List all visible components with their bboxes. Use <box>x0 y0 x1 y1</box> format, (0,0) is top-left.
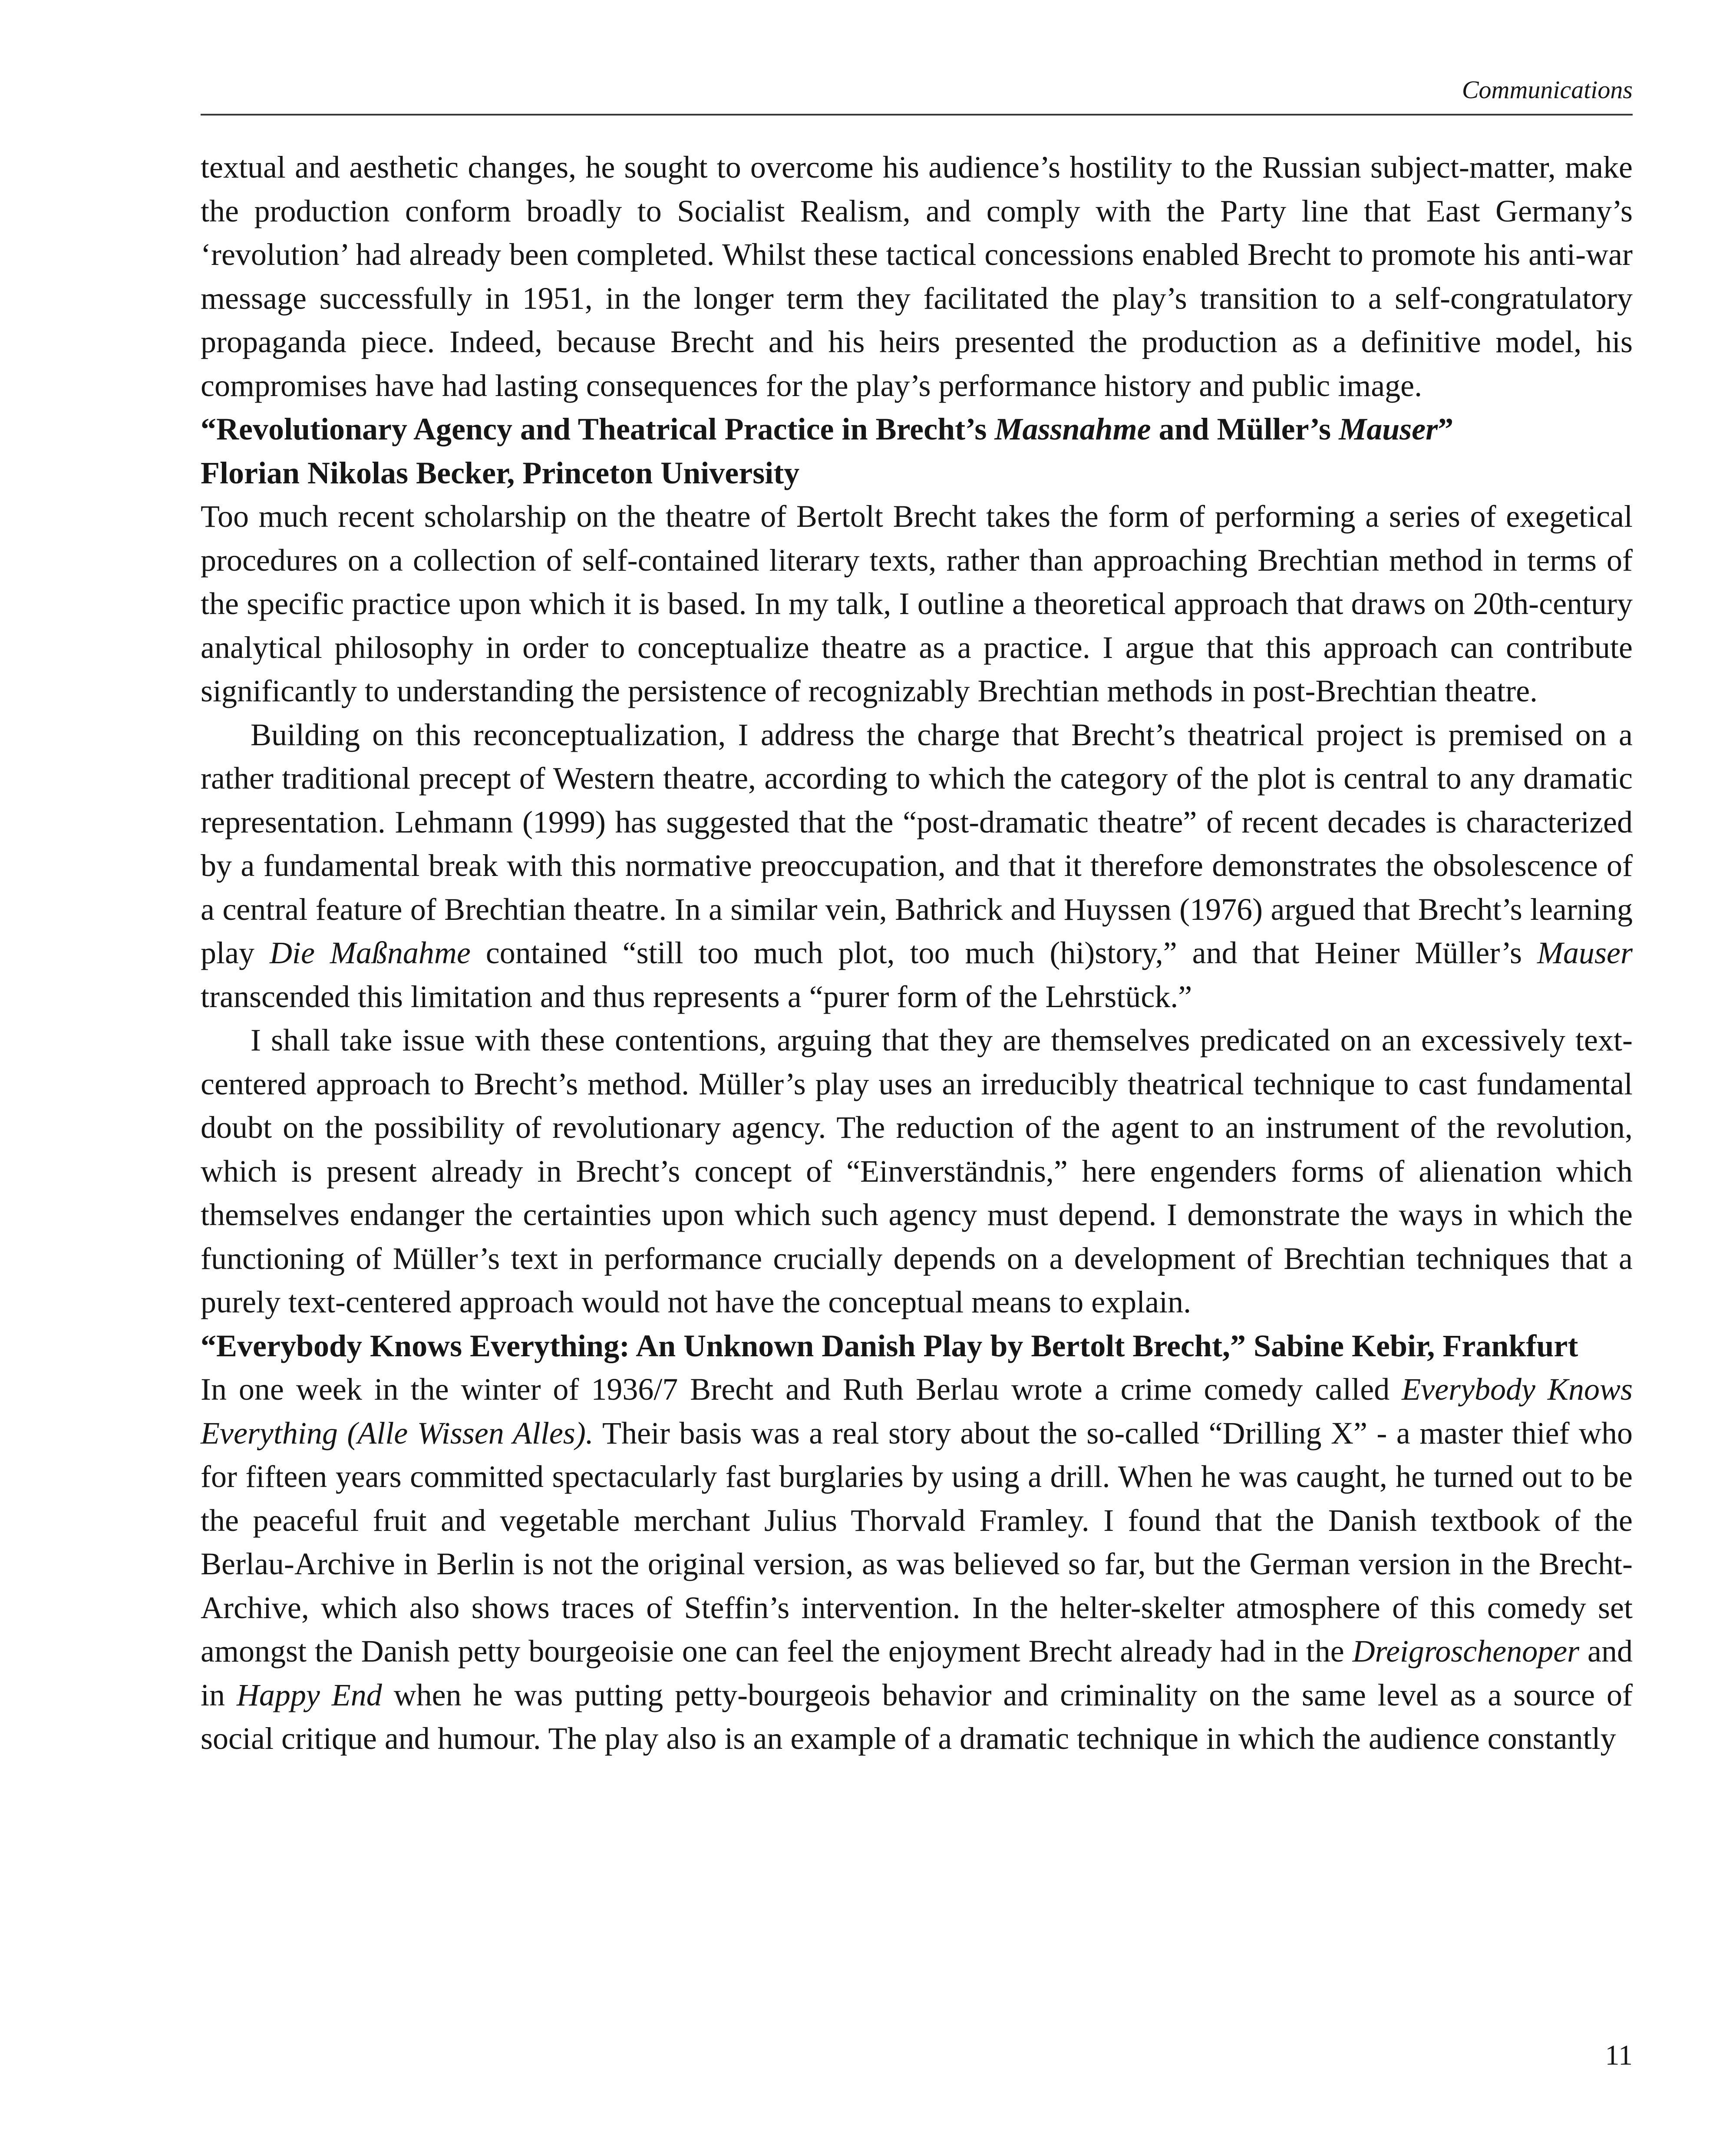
italic-title: Everybody Knows Everything (Alle Wissen Alles). <box>201 1372 1633 1451</box>
section-author-becker: Florian Nikolas Becker, Princeton University <box>201 455 800 490</box>
heading-text: ” <box>1438 412 1454 446</box>
italic-title: Die Maßnahme <box>269 935 471 970</box>
section-heading-becker <box>201 407 1633 451</box>
paragraph-becker-3: I shall take issue with these contentions, arguing that they are themselves predicated on an excessively text-centered approach to Brecht’s method. Müller’s play uses an irreducibly theatrical technique to cast fundamental doubt on the possibility of revolutionary agency. The reduction of the agent to an instrument of the revolution, which is present already in Brecht’s concept of “Einverständnis,” here engenders forms of alienation which themselves endanger the certainties upon which such agency must depend. I demonstrate the ways in which the functioning of Müller’s text in performance crucially depends on a development of Brechtian techniques that a purely text-centered approach would not have the conceptual means to explain. <box>201 1023 1633 1319</box>
article-body <box>201 145 1633 1761</box>
heading-title-mauser: Mauser <box>1339 412 1438 446</box>
section-heading-kebir: “Everybody Knows Everything: An Unknown Danish Play by Bertolt Brecht,” Sabine Kebir, Frankfurt <box>201 1328 1578 1363</box>
heading-title-massnahme: Massnahme <box>994 412 1151 446</box>
page-number: 11 <box>1605 2039 1633 2071</box>
running-head: Communications <box>1462 76 1633 104</box>
paragraph-becker-2: Building on this reconceptualization, I address the charge that Brecht’s theatrical project is premised on a rather traditional precept of Western theatre, according to which the category of the plot is central to any dramatic representation. Lehmann (1999) has suggested that the “post-dramatic theatre” of recent decades is characterized by a fundamental break with this normative preoccupation, and that it therefore demonstrates the obsolescence of a central feature of Brechtian theatre. In a similar vein, Bathrick and Huyssen (1976) argued that Brecht’s learning play Die Maßnahme contained “still too much plot, too much (hi)story,” and that Heiner Müller’s Mauser transcended this limitation and thus represents a “purer form of the Lehrstück.” <box>201 717 1633 1014</box>
paragraph-becker-1: Too much recent scholarship on the theatre of Bertolt Brecht takes the form of performing a series of exegetical procedures on a collection of self-contained literary texts, rather than approaching Brechtian method in terms of the specific practice upon which it is based. In my talk, I outline a theoretical approach that draws on 20th-century analytical philosophy in order to conceptualize theatre as a practice. I argue that this approach can contribute significantly to understanding the persistence of recognizably Brechtian methods in post-Brechtian theatre. <box>201 499 1633 708</box>
paragraph-continuation: textual and aesthetic changes, he sought to overcome his audience’s hostility to the Russian subject-matter, make the production conform broadly to Socialist Realism, and comply with the Party line that East Germany’s ‘revolution’ had already been completed. Whilst these tactical concessions enabled Brecht to promote his anti-war message successfully in 1951, in the longer term they facilitated the play’s transition to a self-congratulatory propaganda piece. Indeed, because Brecht and his heirs presented the production as a definitive model, his compromises have had lasting consequences for the play’s performance history and public image. <box>201 150 1633 403</box>
heading-text: “Revolutionary Agency and Theatrical Practice in Brecht’s <box>201 412 995 446</box>
paragraph-kebir-1: In one week in the winter of 1936/7 Brecht and Ruth Berlau wrote a crime comedy called Everybody Knows Everything (Alle Wissen Alles). Their basis was a real story about the so-called “Drilling X” - a master thief who for fifteen years committed spectacularly fast burglaries by using a drill. When he was caught, he turned out to be the peaceful fruit and vegetable merchant Julius Thorvald Framley. I found that the Danish textbook of the Berlau-Archive in Berlin is not the original version, as was believed so far, but the German version in the Brecht-Archive, which also shows traces of Steffin’s intervention. In the helter-skelter atmosphere of this comedy set amongst the Danish petty bourgeoisie one can feel the enjoyment Brecht already had in the Dreigroschenoper and in Happy End when he was putting petty-bourgeois behavior and criminality on the same level as a source of social critique and humour. The play also is an example of a dramatic technique in which the audience constantly <box>201 1372 1633 1756</box>
italic-title: Dreigroschenoper <box>1352 1634 1580 1669</box>
header-rule <box>201 114 1633 116</box>
heading-text: and Müller’s <box>1151 412 1339 446</box>
italic-title: Happy End <box>236 1677 382 1712</box>
italic-title: Mauser <box>1537 935 1633 970</box>
